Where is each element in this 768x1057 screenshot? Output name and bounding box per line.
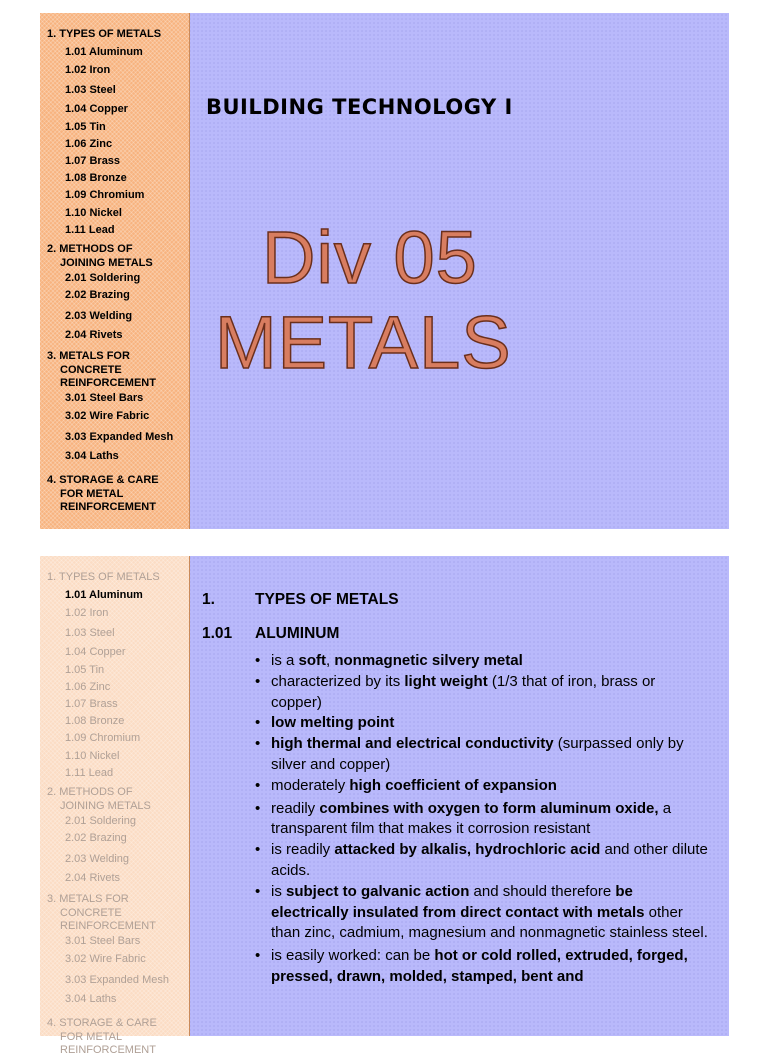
outline-item[interactable]: CONCRETE — [60, 364, 122, 376]
course-title: BUILDING TECHNOLOGY I — [206, 95, 513, 119]
outline-item[interactable]: 1.07 Brass — [65, 155, 121, 167]
outline-item[interactable]: 1.09 Chromium — [65, 189, 145, 201]
bullet-point: • is easily worked: can be hot or cold rolled, extruded, forged, pressed, drawn, molded, stamped, bent and — [255, 946, 710, 988]
outline-item[interactable]: 2.01 Soldering — [65, 815, 136, 827]
outline-item[interactable]: JOINING METALS — [60, 257, 153, 269]
outline-item[interactable]: 1.04 Copper — [65, 646, 126, 658]
outline-item[interactable]: FOR METAL — [60, 1031, 123, 1043]
outline-item[interactable]: 1.06 Zinc — [65, 138, 113, 150]
bullet-list — [255, 651, 710, 988]
outline-sidebar — [40, 556, 190, 1056]
section-number: 1. — [202, 591, 215, 608]
bullet-point: • moderately high coefficient of expansion — [255, 776, 710, 797]
outline-item[interactable]: 2.01 Soldering — [65, 272, 141, 284]
bullet-point: • readily combines with oxygen to form aluminum oxide, a transparent film that makes it corrosion resistant — [255, 799, 710, 841]
bullet-point: • characterized by its light weight (1/3 that of iron, brass or copper) — [255, 672, 710, 714]
aluminum-slide — [40, 556, 729, 1056]
bullet-point: • is readily attacked by alkalis, hydrochloric acid and other dilute acids. — [255, 840, 710, 882]
outline-item[interactable]: 1.10 Nickel — [65, 207, 122, 219]
outline-item[interactable]: 3.03 Expanded Mesh — [65, 431, 174, 443]
subsection-heading: ALUMINUM — [255, 625, 340, 642]
outline-item[interactable]: 1.03 Steel — [65, 84, 116, 96]
outline-item[interactable]: 3.01 Steel Bars — [65, 935, 141, 947]
outline-item[interactable]: 3.03 Expanded Mesh — [65, 974, 169, 986]
outline-item[interactable]: 2.04 Rivets — [65, 329, 123, 341]
outline-item[interactable]: 1.01 Aluminum — [65, 589, 143, 601]
section-heading: TYPES OF METALS — [255, 591, 399, 608]
outline-item[interactable]: 3.04 Laths — [65, 450, 119, 462]
outline-item[interactable]: 2.02 Brazing — [65, 289, 130, 301]
outline-item[interactable]: 3.01 Steel Bars — [65, 392, 144, 404]
outline-item[interactable]: 2.02 Brazing — [65, 832, 127, 844]
bullet-point: • low melting point — [255, 713, 710, 734]
outline-sidebar — [40, 13, 190, 529]
outline-item[interactable]: 1.02 Iron — [65, 607, 109, 619]
outline-item[interactable]: 4. STORAGE & CARE — [47, 1017, 157, 1029]
outline-item[interactable]: 2.04 Rivets — [65, 872, 121, 884]
outline-item[interactable]: 4. STORAGE & CARE — [47, 474, 159, 486]
bullet-point: • is subject to galvanic action and should therefore be electrically insulated from direct contact with metals other than zinc, cadmium, magnesium and nonmagnetic stainless steel. — [255, 882, 710, 944]
outline-item[interactable]: 2.03 Welding — [65, 310, 133, 322]
outline-item[interactable]: 1.08 Bronze — [65, 715, 125, 727]
outline-item[interactable]: REINFORCEMENT — [60, 377, 156, 389]
outline-item[interactable]: 1.11 Lead — [65, 767, 114, 779]
outline-item[interactable]: 1.02 Iron — [65, 64, 111, 76]
outline-item[interactable]: 3.02 Wire Fabric — [65, 953, 146, 965]
outline-item[interactable]: 2. METHODS OF — [47, 786, 133, 798]
outline-item[interactable]: FOR METAL — [60, 488, 124, 500]
outline-item[interactable]: 1.06 Zinc — [65, 681, 111, 693]
outline-item[interactable]: JOINING METALS — [60, 800, 151, 812]
outline-item[interactable]: 1. TYPES OF METALS — [47, 28, 162, 40]
division-subject-title: METALS — [215, 301, 512, 384]
outline-item[interactable]: 1.05 Tin — [65, 664, 105, 676]
division-title: Div 05 — [262, 216, 478, 299]
outline-item[interactable]: 1.05 Tin — [65, 121, 106, 133]
outline-item[interactable]: 1.01 Aluminum — [65, 46, 143, 58]
outline-item[interactable]: 1.07 Brass — [65, 698, 118, 710]
outline-item[interactable]: 3. METALS FOR — [47, 893, 129, 905]
outline-item[interactable]: 1.03 Steel — [65, 627, 115, 639]
subsection-number: 1.01 — [202, 625, 233, 642]
bullet-point: • is a soft, nonmagnetic silvery metal — [255, 651, 710, 672]
title-slide — [40, 13, 729, 529]
outline-item[interactable]: 2. METHODS OF — [47, 243, 133, 255]
outline-item[interactable]: 3. METALS FOR — [47, 350, 130, 362]
outline-item[interactable]: 2.03 Welding — [65, 853, 130, 865]
outline-item[interactable]: 1. TYPES OF METALS — [47, 571, 160, 583]
outline-item[interactable]: 1.09 Chromium — [65, 732, 141, 744]
outline-item[interactable]: 1.04 Copper — [65, 103, 128, 115]
outline-item[interactable]: REINFORCEMENT — [60, 501, 156, 513]
outline-item[interactable]: 3.02 Wire Fabric — [65, 410, 150, 422]
outline-item[interactable]: 3.04 Laths — [65, 993, 117, 1005]
outline-item[interactable]: 1.10 Nickel — [65, 750, 120, 762]
outline-item[interactable]: 1.11 Lead — [65, 224, 115, 236]
outline-item[interactable]: REINFORCEMENT — [60, 920, 156, 932]
outline-item[interactable]: REINFORCEMENT — [60, 1044, 156, 1056]
outline-item[interactable]: 1.08 Bronze — [65, 172, 127, 184]
outline-item[interactable]: CONCRETE — [60, 907, 122, 919]
bullet-point: • high thermal and electrical conductivity (surpassed only by silver and copper) — [255, 734, 710, 776]
